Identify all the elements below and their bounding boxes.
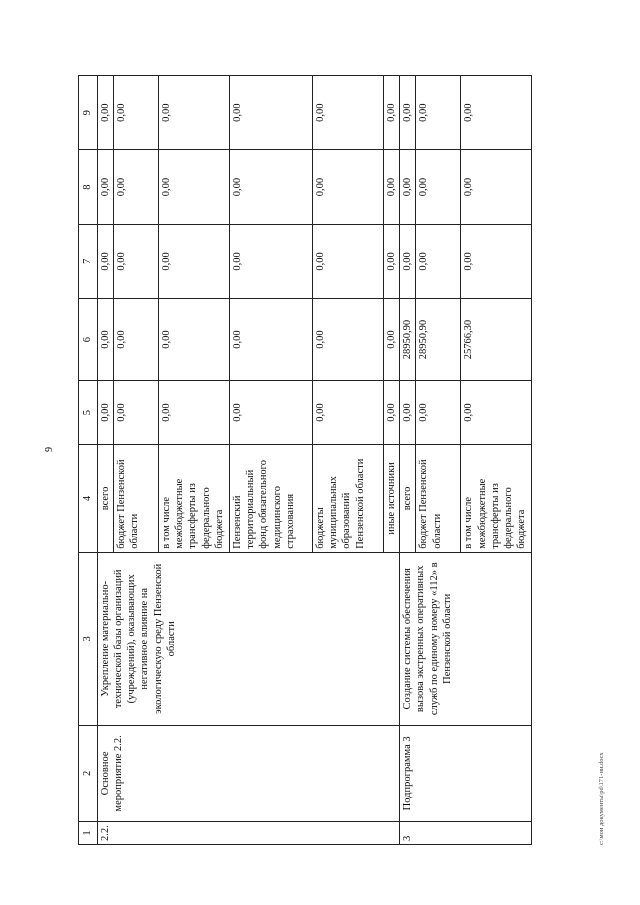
value-cell: 0,00 <box>159 150 230 224</box>
value-cell: 0,00 <box>230 224 313 298</box>
funding-source: Пензенский территориальный фонд обязательного медицинского страхования <box>230 445 313 553</box>
item-name: Основное мероприятие 2.2. <box>98 725 400 821</box>
value-cell: 25766,30 <box>461 299 532 381</box>
value-cell: 0,00 <box>114 76 159 150</box>
value-cell: 0,00 <box>98 76 114 150</box>
col-header-4: 4 <box>79 445 98 553</box>
value-cell: 0,00 <box>313 299 384 381</box>
value-cell: 0,00 <box>416 224 461 298</box>
value-cell: 0,00 <box>416 150 461 224</box>
col-header-6: 6 <box>79 299 98 381</box>
page-number: 9 <box>44 447 55 452</box>
value-cell: 0,00 <box>98 299 114 381</box>
value-cell: 0,00 <box>416 381 461 445</box>
col-header-1: 1 <box>79 821 98 844</box>
col-header-2: 2 <box>79 725 98 821</box>
value-cell: 0,00 <box>461 76 532 150</box>
value-cell: 0,00 <box>313 224 384 298</box>
value-cell: 0,00 <box>313 381 384 445</box>
value-cell: 28950,90 <box>416 299 461 381</box>
funding-source: в том числе межбюджетные трансферты из федерального бюджета <box>159 445 230 553</box>
value-cell: 0,00 <box>159 224 230 298</box>
col-header-8: 8 <box>79 150 98 224</box>
value-cell: 28950,90 <box>400 299 416 381</box>
value-cell: 0,00 <box>400 224 416 298</box>
value-cell: 0,00 <box>114 299 159 381</box>
table-row <box>98 76 114 845</box>
item-description: Создание системы обеспечения вызова экстренных оперативных служб по единому номеру «112» в Пензенской области <box>400 552 532 725</box>
value-cell: 0,00 <box>400 381 416 445</box>
value-cell: 0,00 <box>230 381 313 445</box>
value-cell: 0,00 <box>400 150 416 224</box>
value-cell: 0,00 <box>384 299 400 381</box>
item-description: Укрепление материально-технической базы организаций (учреждений), оказывающих негативное влияние на экологическую среду Пензенской области <box>98 552 400 725</box>
value-cell: 0,00 <box>230 76 313 150</box>
funding-source: всего <box>98 445 114 553</box>
value-cell: 0,00 <box>159 381 230 445</box>
value-cell: 0,00 <box>313 150 384 224</box>
item-name: Подпрограмма 3 <box>400 725 532 821</box>
item-number: 2.2. <box>98 821 400 844</box>
table-row <box>400 76 416 845</box>
value-cell: 0,00 <box>98 381 114 445</box>
value-cell: 0,00 <box>114 381 159 445</box>
value-cell: 0,00 <box>114 224 159 298</box>
col-header-7: 7 <box>79 224 98 298</box>
funding-source: бюджет Пензенской области <box>114 445 159 553</box>
budget-table-container <box>78 75 618 845</box>
value-cell: 0,00 <box>313 76 384 150</box>
value-cell: 0,00 <box>384 224 400 298</box>
value-cell: 0,00 <box>159 299 230 381</box>
funding-source: всего <box>400 445 416 553</box>
budget-table <box>78 75 532 845</box>
funding-source: в том числе межбюджетные трансферты из федерального бюджета <box>461 445 532 553</box>
value-cell: 0,00 <box>461 224 532 298</box>
value-cell: 0,00 <box>461 381 532 445</box>
value-cell: 0,00 <box>159 76 230 150</box>
value-cell: 0,00 <box>98 150 114 224</box>
value-cell: 0,00 <box>416 76 461 150</box>
col-header-3: 3 <box>79 552 98 725</box>
value-cell: 0,00 <box>98 224 114 298</box>
funding-source: бюджет Пензенской области <box>416 445 461 553</box>
value-cell: 0,00 <box>400 76 416 150</box>
header-row <box>79 76 98 845</box>
value-cell: 0,00 <box>384 381 400 445</box>
value-cell: 0,00 <box>114 150 159 224</box>
value-cell: 0,00 <box>384 150 400 224</box>
value-cell: 0,00 <box>461 150 532 224</box>
item-number: 3 <box>400 821 532 844</box>
funding-source: иные источники <box>384 445 400 553</box>
col-header-9: 9 <box>79 76 98 150</box>
col-header-5: 5 <box>79 381 98 445</box>
value-cell: 0,00 <box>230 150 313 224</box>
value-cell: 0,00 <box>230 299 313 381</box>
value-cell: 0,00 <box>384 76 400 150</box>
funding-source: бюджеты муниципальных образований Пензенской области <box>313 445 384 553</box>
footer-file-path: c:\мои документы\pd\171-ни.docx <box>598 752 605 845</box>
